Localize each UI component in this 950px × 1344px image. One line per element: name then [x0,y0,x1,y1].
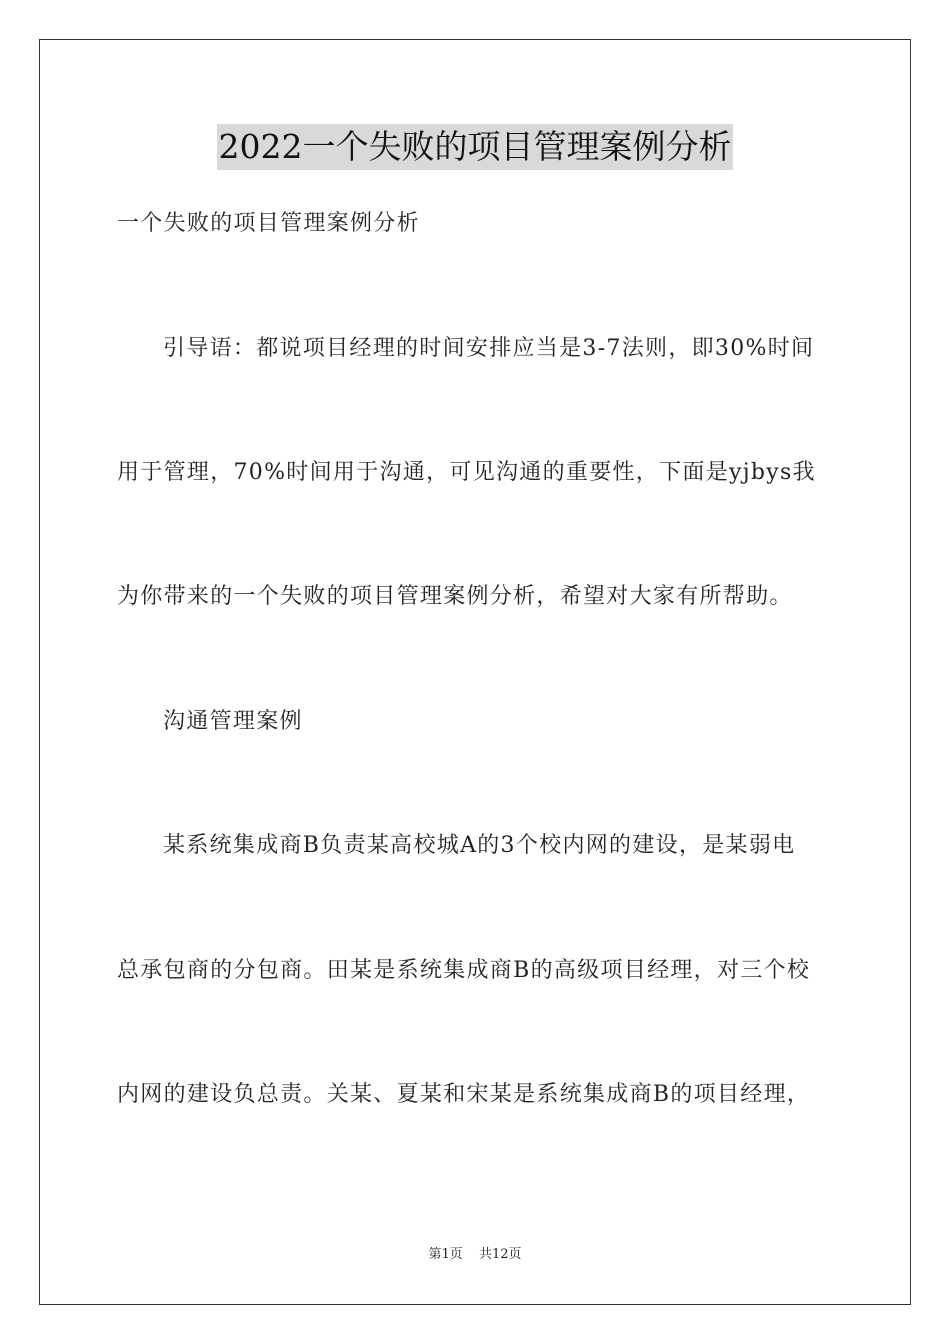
subtitle-line: 一个失败的项目管理案例分析 [117,211,420,236]
paragraph-line: 引导语：都说项目经理的时间安排应当是3-7法则，即30%时间 [163,336,815,361]
section-heading: 沟通管理案例 [163,709,303,734]
paragraph-line: 用于管理，70%时间用于沟通，可见沟通的重要性，下面是yjbys我 [117,460,816,485]
page-total: 共12页 [478,1247,522,1262]
paragraph-line: 某系统集成商B负责某高校城A的3个校内网的建设，是某弱电 [163,833,796,858]
page-number: 第1页 [428,1247,463,1262]
paragraph-line: 内网的建设负总责。关某、夏某和宋某是系统集成商B的项目经理， [117,1082,811,1107]
paragraph-line: 总承包商的分包商。田某是系统集成商B的高级项目经理，对三个校 [117,958,811,983]
paragraph-line: 为你带来的一个失败的项目管理案例分析，希望对大家有所帮助。 [117,584,793,609]
document-title: 2022一个失败的项目管理案例分析 [217,124,734,170]
page-footer [0,1246,950,1264]
